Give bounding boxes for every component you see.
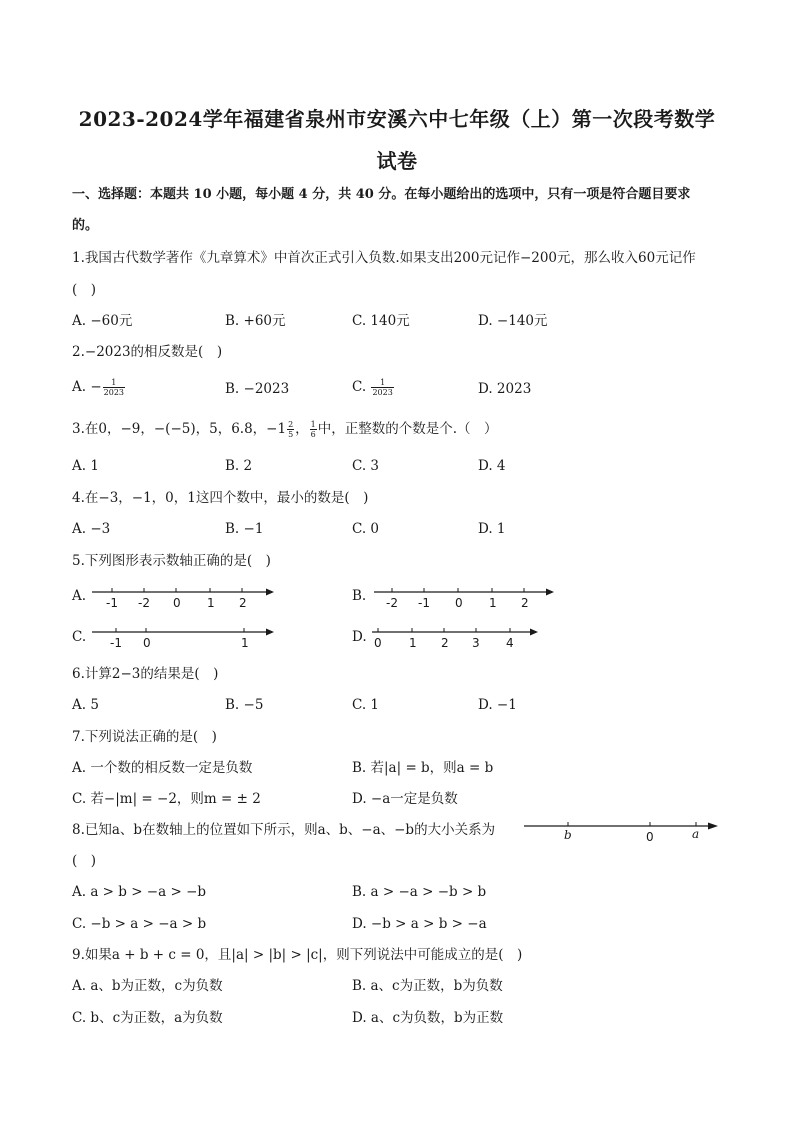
q3-mixed-fraction: [287, 420, 294, 439]
q1-stem-paren: ( ): [72, 282, 97, 298]
q9-option-c: C. b、c为正数，a为负数: [72, 1010, 223, 1026]
axis-tick-label: 2: [521, 596, 529, 610]
q2-option-c-fraction: [371, 378, 393, 397]
axis-point-b: b: [564, 828, 572, 842]
q8-number-line: [522, 818, 722, 844]
axis-tick-label: 1: [241, 636, 249, 650]
q6-option-b: B. −5: [225, 697, 264, 713]
q6-option-a: A. 5: [72, 697, 99, 713]
q9-option-b: B. a、c为正数，b为负数: [352, 978, 503, 994]
q2-option-a: [72, 378, 126, 397]
q6-option-c: C. 1: [352, 697, 380, 713]
q2-option-c-prefix: C.: [352, 379, 371, 395]
q8-stem-paren: ( ): [72, 853, 97, 869]
axis-tick-label: 1: [489, 596, 497, 610]
axis-tick-label: -2: [386, 596, 398, 610]
q5-option-d-label: D.: [352, 629, 367, 645]
q8-option-c: C. −b > a > −a > b: [72, 916, 207, 932]
q1-option-c: C. 140元: [352, 313, 410, 329]
q8-stem: 8.已知a、b在数轴上的位置如下所示，则a、b、−a、−b的大小关系为: [72, 822, 496, 838]
q4-option-b: B. −1: [225, 521, 264, 537]
fraction-numerator: 2: [288, 420, 294, 429]
axis-point-a: a: [692, 827, 700, 841]
q4-option-d: D. 1: [478, 521, 506, 537]
axis-tick-label: 2: [441, 636, 449, 650]
q4-option-c: C. 0: [352, 521, 380, 537]
q5-stem: 5.下列图形表示数轴正确的是( ): [72, 553, 271, 569]
q2-option-c: [352, 378, 395, 397]
q7-stem: 7.下列说法正确的是( ): [72, 729, 217, 745]
q3-stem-part3: 中，正整数的个数是个.（ ）: [317, 421, 498, 437]
axis-tick-label: 0: [374, 636, 382, 650]
fraction-denominator: 2023: [372, 388, 393, 397]
q9-option-d: D. a、c为负数，b为正数: [352, 1010, 504, 1026]
q9-option-a: A. a、b为正数，c为负数: [72, 978, 223, 994]
q1-option-b: B. +60元: [225, 313, 286, 329]
exam-title-line1: 2023-2024学年福建省泉州市安溪六中七年级（上）第一次段考数学: [78, 107, 716, 131]
q3-option-a: A. 1: [72, 458, 99, 474]
q3-option-c: C. 3: [352, 458, 380, 474]
section-heading: 一、选择题：本题共 10 小题，每小题 4 分，共 40 分。在每小题给出的选项中，只有一项是符合题目要求: [72, 187, 691, 202]
q7-option-a: A. 一个数的相反数一定是负数: [72, 760, 253, 776]
axis-tick-label: 1: [409, 636, 417, 650]
axis-tick-label: -1: [418, 596, 430, 610]
q3-option-b: B. 2: [225, 458, 253, 474]
q5-option-a-label: A.: [72, 588, 87, 604]
q2-option-d: D. 2023: [478, 381, 532, 397]
q8-option-a: A. a > b > −a > −b: [72, 884, 207, 900]
q1-option-a: A. −60元: [72, 313, 133, 329]
q6-option-d: D. −1: [478, 697, 517, 713]
q7-option-d: D. −a一定是负数: [352, 791, 458, 807]
q5-option-c-number-line: [90, 626, 280, 650]
fraction-denominator: 5: [288, 430, 294, 439]
q7-option-b: B. 若|a| = b，则a = b: [352, 760, 494, 776]
q9-stem: 9.如果a + b + c = 0，且|a| > |b| > |c|，则下列说法中可能成立的是( ): [72, 947, 523, 963]
axis-tick-label: -1: [106, 596, 118, 610]
section-heading-cont: 的。: [72, 218, 99, 233]
q8-option-d: D. −b > a > b > −a: [352, 916, 487, 932]
q1-stem: 1.我国古代数学著作《九章算术》中首次正式引入负数.如果支出200元记作−200元，那么收入60元记作: [72, 250, 696, 266]
q3-fraction: [310, 420, 317, 439]
axis-tick-label: 4: [506, 636, 514, 650]
q3-stem: [72, 420, 498, 439]
q2-option-a-fraction: [103, 378, 125, 397]
q3-stem-part2: ，: [295, 421, 309, 437]
q5-option-b-number-line: [372, 586, 562, 610]
axis-tick-label: -1: [110, 636, 122, 650]
axis-tick-label: 0: [173, 596, 181, 610]
axis-tick-label: 0: [455, 596, 463, 610]
q5-option-c-label: C.: [72, 629, 87, 645]
q5-option-b-label: B.: [352, 588, 367, 604]
fraction-numerator: 1: [103, 378, 125, 388]
axis-tick-label: 1: [207, 596, 215, 610]
q2-stem: 2.−2023的相反数是( ): [72, 344, 223, 360]
q5-option-d-number-line: [370, 626, 560, 650]
q3-stem-part1: 3.在0，−9，−(−5)，5，6.8，−1: [72, 421, 287, 437]
axis-tick-label: 0: [143, 636, 151, 650]
fraction-denominator: 6: [310, 430, 316, 439]
fraction-numerator: 1: [310, 420, 316, 429]
q8-option-b: B. a > −a > −b > b: [352, 884, 487, 900]
fraction-denominator: 2023: [103, 388, 125, 397]
q6-stem: 6.计算2−3的结果是( ): [72, 666, 219, 682]
q2-option-a-prefix: A. −: [72, 379, 102, 395]
q1-option-d: D. −140元: [478, 313, 548, 329]
q7-option-c: C. 若−|m| = −2，则m = ± 2: [72, 791, 261, 807]
fraction-numerator: 1: [371, 378, 393, 388]
axis-tick-label: 3: [472, 636, 480, 650]
q4-option-a: A. −3: [72, 521, 111, 537]
axis-tick-label: 2: [239, 596, 247, 610]
q3-option-d: D. 4: [478, 458, 506, 474]
axis-point-origin: 0: [646, 830, 654, 844]
q5-option-a-number-line: [90, 586, 280, 610]
axis-tick-label: -2: [138, 596, 150, 610]
exam-title-line2: 试卷: [376, 149, 418, 173]
q4-stem: 4.在−3，−1，0，1这四个数中，最小的数是( ): [72, 490, 369, 506]
q2-option-b: B. −2023: [225, 381, 290, 397]
